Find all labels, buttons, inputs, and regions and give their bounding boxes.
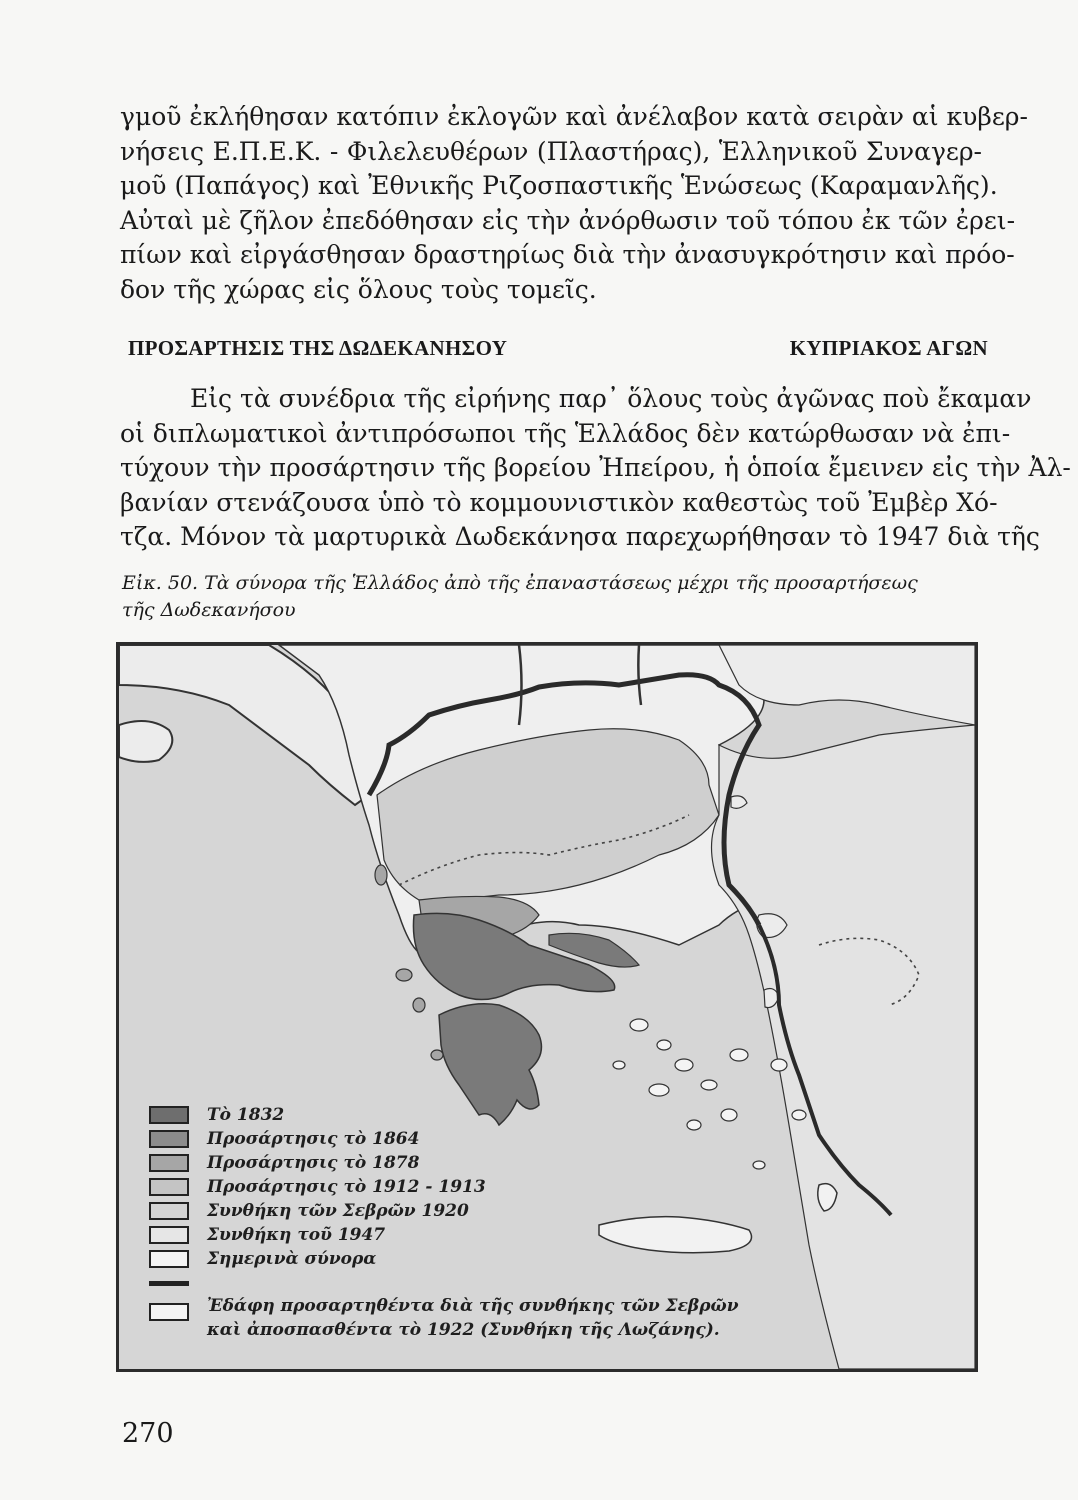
legend-label: Προσάρτησις τὸ 1864 [207, 1129, 420, 1149]
legend-item [149, 1223, 769, 1247]
legend-item [149, 1127, 769, 1151]
legend-label: Συνθήκη τοῦ 1947 [207, 1225, 386, 1245]
page-number: 270 [122, 1418, 174, 1449]
legend-swatch [149, 1106, 189, 1124]
map-legend [149, 1103, 769, 1345]
legend-item [149, 1295, 769, 1345]
text-line: τύχουν τὴν προσάρτησιν τῆς βορείου Ἠπείρου, ἡ ὁποία ἔμεινεν εἰς τὴν Ἀλ- [120, 453, 1071, 483]
paragraph-main [120, 382, 1071, 555]
heading-cyprus: ΚΥΠΡΙΑΚΟΣ ΑΓΩΝ [789, 336, 988, 360]
text-line: νήσεις Ε.Π.Ε.Κ. - Φιλελευθέρων (Πλαστήρας), Ἑλληνικοῦ Συναγερ- [120, 136, 982, 166]
text-line: δον τῆς χώρας εἰς ὅλους τοὺς τομεῖς. [120, 274, 597, 304]
legend-item [149, 1151, 769, 1175]
legend-swatch [149, 1250, 189, 1268]
legend-label: Σημερινὰ σύνορα [207, 1249, 377, 1269]
italy-land-small [119, 721, 172, 762]
figure-caption [122, 570, 982, 624]
text-line: οἱ διπλωματικοὶ ἀντιπρόσωποι τῆς Ἑλλάδος δὲν κατώρθωσαν νὰ ἐπι- [120, 418, 1011, 448]
legend-item [149, 1175, 769, 1199]
text-line: τζα. Μόνον τὰ μαρτυρικὰ Δωδεκάνησα παρεχωρήθησαν τὸ 1947 διὰ τῆς [120, 522, 1040, 552]
section-heading [128, 336, 988, 361]
legend-item [149, 1103, 769, 1127]
legend-border-swatch [149, 1281, 189, 1286]
legend-item [149, 1271, 769, 1295]
legend-swatch [149, 1154, 189, 1172]
map-figure [116, 642, 978, 1372]
legend-swatch [149, 1303, 189, 1321]
legend-label-continued: καὶ ἀποσπασθέντα τὸ 1922 (Συνθήκη τῆς Λωζάνης). [207, 1320, 720, 1340]
text-line: γμοῦ ἐκλήθησαν κατόπιν ἐκλογῶν καὶ ἀνέλαβον κατὰ σειρὰν αἱ κυβερ- [120, 102, 1028, 131]
heading-dodecanese: ΠΡΟΣΑΡΤΗΣΙΣ ΤΗΣ ΔΩΔΕΚΑΝΗΣΟΥ [128, 336, 508, 360]
legend-label: Προσάρτησις τὸ 1912 - 1913 [207, 1177, 486, 1197]
text-line: μοῦ (Παπάγος) καὶ Ἐθνικῆς Ριζοσπαστικῆς Ἑνώσεως (Καραμανλῆς). [120, 171, 998, 201]
legend-swatch [149, 1226, 189, 1244]
text-line: πίων καὶ εἰργάσθησαν δραστηρίως διὰ τὴν ἀνασυγκρότησιν καὶ πρόο- [120, 240, 1015, 270]
legend-label: Συνθήκη τῶν Σεβρῶν 1920 [207, 1201, 469, 1221]
legend-label: Ἐδάφη προσαρτηθέντα διὰ τῆς συνθήκης τῶν Σεβρῶν [207, 1296, 739, 1316]
legend-swatch [149, 1130, 189, 1148]
legend-swatch [149, 1202, 189, 1220]
legend-swatch [149, 1178, 189, 1196]
legend-label: Προσάρτησις τὸ 1878 [207, 1153, 420, 1173]
paragraph-top [120, 100, 1028, 308]
caption-line: τῆς Δωδεκανήσου [122, 599, 296, 621]
text-line: Εἰς τὰ συνέδρια τῆς εἰρήνης παρ᾽ ὅλους τοὺς ἀγῶνας ποὺ ἔκαμαν [190, 384, 1032, 413]
legend-item [149, 1199, 769, 1223]
legend-item [149, 1247, 769, 1271]
caption-line: Εἰκ. 50. Τὰ σύνορα τῆς Ἑλλάδος ἀπὸ τῆς ἐπαναστάσεως μέχρι τῆς προσαρτήσεως [122, 572, 918, 594]
text-line: βανίαν στενάζουσα ὑπὸ τὸ κομμουνιστικὸν καθεστὼς τοῦ Ἐμβὲρ Χό- [120, 487, 998, 517]
text-line: Αὐταὶ μὲ ζῆλον ἐπεδόθησαν εἰς τὴν ἀνόρθωσιν τοῦ τόπου ἐκ τῶν ἐρει- [120, 205, 1016, 235]
legend-label: Τὸ 1832 [207, 1105, 285, 1125]
